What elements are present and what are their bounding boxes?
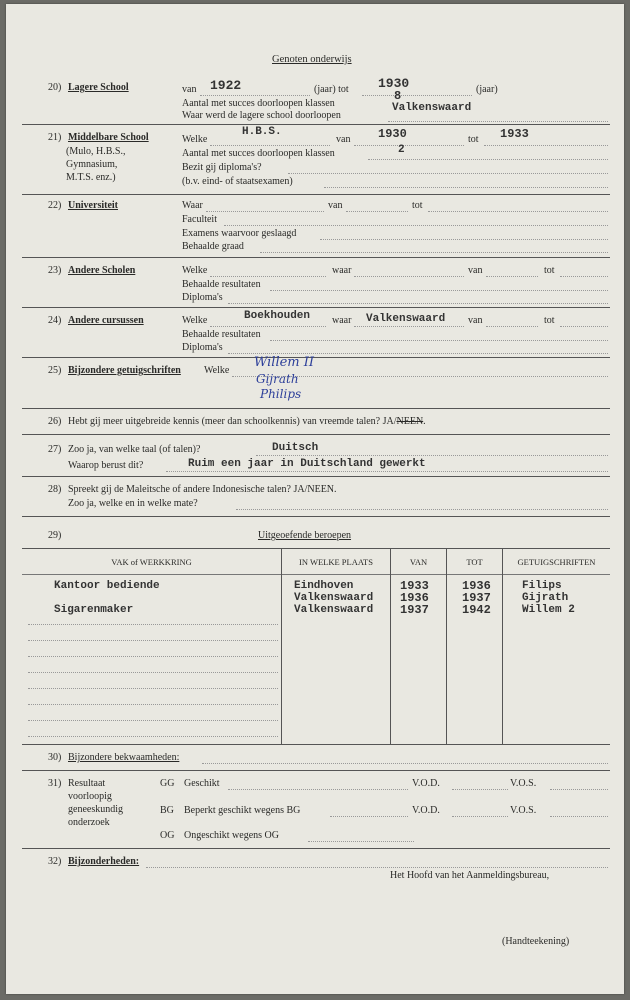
s26-neen-struck: NEEN: [396, 416, 424, 427]
s21-sub-2: Gymnasium,: [66, 159, 118, 170]
s24-van: van: [468, 315, 483, 326]
row1-plaats: Eindhoven: [294, 580, 354, 592]
s27-l1: Zoo ja, van welke taal (of talen)?: [68, 444, 201, 455]
s29-title: Uitgeoefende beroepen: [258, 530, 352, 541]
s24-value-waar: Valkenswaard: [366, 313, 446, 325]
s22-label: Universiteit: [68, 200, 118, 211]
s24-tot: tot: [544, 315, 555, 326]
col-van: VAN: [409, 557, 428, 567]
s20-num: 20): [48, 82, 62, 93]
s23-label: Andere Scholen: [68, 265, 136, 276]
s31-gg-vod: V.O.D.: [412, 778, 440, 789]
s25-hand-2: Gijrath: [256, 372, 299, 386]
s32-handteekening: (Handteekening): [502, 936, 570, 947]
s30-label: Bijzondere bekwaamheden:: [68, 752, 180, 763]
s23-resultaten: Behaalde resultaten: [182, 279, 261, 290]
s31-bg-code: BG: [160, 805, 174, 816]
s24-num: 24): [48, 315, 62, 326]
s22-graad: Behaalde graad: [182, 241, 244, 252]
s21-klassen-label: Aantal met succes doorloopen klassen: [182, 148, 335, 159]
s31-bg-vos: V.O.S.: [510, 805, 537, 816]
s27-l2: Waarop berust dit?: [68, 460, 144, 471]
row1-getuig: Filips: [522, 580, 562, 592]
s23-van: van: [468, 265, 483, 276]
s31-og-code: OG: [160, 830, 175, 841]
s22-van: van: [328, 200, 343, 211]
row1-vak: Kantoor bediende: [54, 580, 160, 592]
s29-num: 29): [48, 530, 62, 541]
s21-sub-3: M.T.S. enz.): [66, 172, 116, 183]
s30-num: 30): [48, 752, 62, 763]
s31-bg-vod: V.O.D.: [412, 805, 440, 816]
s25-hand-1: Willem II: [254, 355, 315, 370]
s25-welke: Welke: [204, 365, 230, 376]
s26-question: Hebt gij meer uitgebreide kennis (meer dan schoolkennis) van vreemde talen? JA/: [68, 416, 397, 427]
s22-num: 22): [48, 200, 62, 211]
s24-diplomas: Diploma's: [182, 342, 223, 353]
s23-tot: tot: [544, 265, 555, 276]
s26-num: 26): [48, 416, 62, 427]
s21-van: van: [336, 134, 351, 145]
s31-og-text: Ongeschikt wegens OG: [184, 830, 279, 841]
col-tot: TOT: [466, 557, 483, 567]
s24-resultaten: Behaalde resultaten: [182, 329, 261, 340]
s24-welke: Welke: [182, 315, 208, 326]
s31-bg-text: Beperkt geschikt wegens BG: [184, 805, 301, 816]
s28-num: 28): [48, 484, 62, 495]
s20-value-van: 1922: [210, 78, 242, 93]
s20-van: van: [182, 84, 197, 95]
s20-klassen-label: Aantal met succes doorloopen klassen: [182, 98, 335, 109]
row3-getuig: Willem 2: [522, 604, 575, 616]
col-getuigschriften: GETUIGSCHRIFTEN: [517, 557, 596, 567]
s27-num: 27): [48, 444, 62, 455]
form-page: [6, 4, 624, 994]
s24-waar: waar: [332, 315, 352, 326]
s22-waar: Waar: [182, 200, 203, 211]
s25-label: Bijzondere getuigschriften: [68, 365, 181, 376]
s23-welke: Welke: [182, 265, 208, 276]
row2-van: 1936: [400, 591, 429, 605]
s32-hoofd: Het Hoofd van het Aanmeldingsbureau,: [390, 870, 550, 881]
s31-sub-4: onderzoek: [68, 817, 110, 828]
s31-gg-code: GG: [160, 778, 175, 789]
row3-tot: 1942: [462, 603, 491, 617]
s27-value-2: Ruim een jaar in Duitschland gewerkt: [188, 458, 426, 470]
s21-tot: tot: [468, 134, 479, 145]
s21-value-tot: 1933: [500, 127, 529, 141]
s22-faculteit: Faculteit: [182, 214, 217, 225]
s20-jaar-tot: (jaar) tot: [314, 84, 349, 95]
s31-num: 31): [48, 778, 62, 789]
s31-sub-2: voorloopig: [68, 791, 112, 802]
s20-value-klassen: 8: [394, 89, 402, 103]
s25-num: 25): [48, 365, 62, 376]
row2-getuig: Gijrath: [522, 592, 569, 604]
row1-tot: 1936: [462, 579, 491, 593]
s20-waar-label: Waar werd de lagere school doorloopen: [182, 110, 341, 121]
s21-value-welke: H.B.S.: [242, 126, 282, 138]
s21-num: 21): [48, 132, 62, 143]
s26-text: [68, 416, 426, 428]
row2-plaats: Valkenswaard: [294, 592, 374, 604]
s32-num: 32): [48, 856, 62, 867]
s32-label: Bijzonderheden:: [68, 856, 140, 867]
s27-value-1: Duitsch: [272, 442, 319, 454]
row3-van: 1937: [400, 603, 429, 617]
s21-label: Middelbare School: [68, 132, 149, 143]
col-vak: VAK of WERKKRING: [111, 557, 192, 567]
row3-vak: Sigarenmaker: [54, 604, 134, 616]
s28-l2: Zoo ja, welke en in welke mate?: [68, 498, 198, 509]
s31-sub-3: geneeskundig: [68, 804, 123, 815]
s20-value-tot: 1930: [378, 76, 410, 91]
s21-welke: Welke: [182, 134, 208, 145]
row2-tot: 1937: [462, 591, 491, 605]
s21-sub-1: (Mulo, H.B.S.,: [66, 146, 126, 157]
row3-plaats: Valkenswaard: [294, 604, 374, 616]
section-title: Genoten onderwijs: [272, 54, 352, 65]
s24-value-welke: Boekhouden: [244, 310, 311, 322]
s21-examen-label: (b.v. eind- of staatsexamen): [182, 176, 293, 187]
s31-sub-1: Resultaat: [68, 778, 106, 789]
s28-l1: Spreekt gij de Maleitsche of andere Indonesische talen? JA/NEEN.: [68, 484, 337, 495]
s22-examens: Examens waarvoor geslaagd: [182, 228, 297, 239]
s21-diploma-label: Bezit gij diploma's?: [182, 162, 262, 173]
col-plaats: IN WELKE PLAATS: [299, 557, 373, 567]
s23-diplomas: Diploma's: [182, 292, 223, 303]
s23-waar: waar: [332, 265, 352, 276]
s23-num: 23): [48, 265, 62, 276]
row1-van: 1933: [400, 579, 429, 593]
s25-hand-3: Philips: [260, 387, 302, 401]
s31-gg-text: Geschikt: [184, 778, 220, 789]
s31-gg-vos: V.O.S.: [510, 778, 537, 789]
s24-label: Andere cursussen: [68, 315, 144, 326]
s20-jaar: (jaar): [476, 84, 498, 95]
s20-label: Lagere School: [68, 82, 129, 93]
s26-end: .: [423, 416, 426, 427]
s21-value-van: 1930: [378, 127, 407, 141]
s21-value-klassen: 2: [398, 144, 405, 156]
s22-tot: tot: [412, 200, 423, 211]
s20-value-waar: Valkenswaard: [392, 102, 472, 114]
